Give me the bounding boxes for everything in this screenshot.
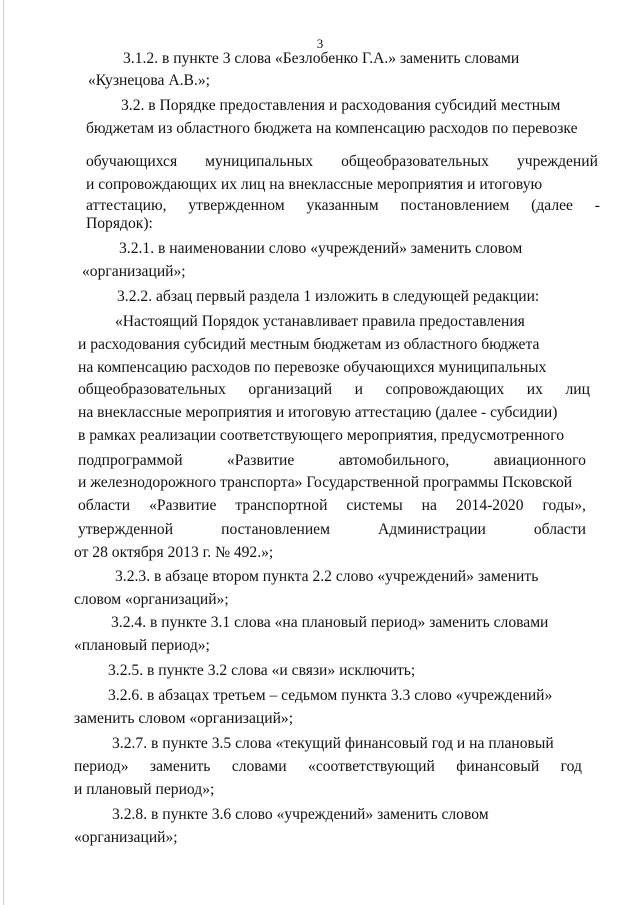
text-line <box>78 452 586 470</box>
text-line: Порядок): <box>86 215 153 232</box>
text-line: на компенсацию расходов по перевозке обучающихся муниципальных <box>78 359 547 376</box>
text-line: 3.1.2. в пункте 3 слова «Безлобенко Г.А.» заменить словами <box>123 50 520 67</box>
text-line: «организаций»; <box>74 829 178 846</box>
word: «соответствующий <box>308 758 435 775</box>
word: утвержденном <box>188 197 285 214</box>
text-line: 3.2.1. в наименовании слово «учреждений» заменить словом <box>119 240 523 257</box>
word: финансовый <box>456 758 540 775</box>
word: транспортной <box>235 497 328 514</box>
word: авиационного <box>493 452 586 469</box>
word: муниципальных <box>205 153 314 170</box>
text-line: 3.2.8. в пункте 3.6 слово «учреждений» заменить словом <box>112 806 489 823</box>
word: - <box>594 197 600 214</box>
text-line: 3.2.7. в пункте 3.5 слова «текущий финансовый год и на плановый <box>112 735 554 752</box>
word: утвержденной <box>78 521 174 538</box>
word: «Развитие <box>149 497 217 514</box>
word: 2014-2020 <box>455 497 524 514</box>
word: общеобразовательных <box>78 381 226 398</box>
text-line <box>78 381 590 399</box>
text-line <box>86 197 600 215</box>
word: сопровождающих <box>385 381 505 398</box>
text-line: словом «организаций»; <box>74 591 229 608</box>
word: заменить <box>149 758 211 775</box>
text-line: от 28 октября 2013 г. № 492.»; <box>74 544 274 561</box>
word: словами <box>231 758 287 775</box>
word: их <box>526 381 543 398</box>
word: учреждений <box>516 153 598 170</box>
word: Администрации <box>378 521 486 538</box>
text-line: «организаций»; <box>82 263 186 280</box>
text-line: 3.2.6. в абзацах третьем – седьмом пункта 3.3 слово «учреждений» <box>108 687 553 704</box>
text-line: на внеклассные мероприятия и итоговую аттестацию (далее - субсидии) <box>78 404 558 421</box>
word: постановлением <box>400 197 510 214</box>
text-line: 3.2.2. абзац первый раздела 1 изложить в следующей редакции: <box>117 288 540 305</box>
text-line <box>86 153 598 171</box>
text-line: в рамках реализации соответствующего мероприятия, предусмотренного <box>78 427 565 444</box>
word: области <box>533 521 586 538</box>
text-line: «Кузнецова А.В.»; <box>88 72 210 89</box>
text-line: 3.2.3. в абзаце втором пункта 2.2 слово «учреждений» заменить <box>115 568 539 585</box>
page-number: 3 <box>316 36 324 51</box>
word: лиц <box>565 381 590 398</box>
text-line <box>78 521 586 539</box>
word: обучающихся <box>86 153 178 170</box>
text-line: 3.2.5. в пункте 3.2 слова «и связи» исключить; <box>108 662 416 679</box>
word: системы <box>346 497 403 514</box>
text-line: «Настоящий Порядок устанавливает правила предоставления <box>115 313 525 330</box>
word: постановлением <box>221 521 330 538</box>
word: автомобильного, <box>338 452 450 469</box>
text-line <box>78 497 586 515</box>
text-line: и расходования субсидий местным бюджетам из областного бюджета <box>78 336 540 353</box>
text-line: бюджетам из областного бюджета на компенсацию расходов по перевозке <box>86 120 578 137</box>
word: подпрограммой <box>78 452 183 469</box>
word: общеобразовательных <box>341 153 489 170</box>
word: год <box>560 758 582 775</box>
word: период» <box>74 758 129 775</box>
word: (далее <box>531 197 573 214</box>
word: на <box>421 497 437 514</box>
word: аттестацию, <box>86 197 167 214</box>
text-line: «плановый период»; <box>74 637 210 654</box>
scan-edge <box>3 0 4 905</box>
word: и <box>354 381 364 398</box>
word: области <box>78 497 131 514</box>
text-line <box>74 758 582 776</box>
word: годы», <box>542 497 586 514</box>
text-line: 3.2.4. в пункте 3.1 слова «на плановый период» заменить словами <box>111 614 549 631</box>
text-line: 3.2. в Порядке предоставления и расходования субсидий местным <box>121 97 561 114</box>
word: «Развитие <box>226 452 295 469</box>
text-line: заменить словом «организаций»; <box>74 710 294 727</box>
text-line: и плановый период»; <box>74 781 215 798</box>
word: указанным <box>306 197 379 214</box>
text-line: и железнодорожного транспорта» Государственной программы Псковской <box>78 474 573 491</box>
text-line: и сопровождающих их лиц на внеклассные мероприятия и итоговую <box>86 176 543 193</box>
word: организаций <box>248 381 333 398</box>
